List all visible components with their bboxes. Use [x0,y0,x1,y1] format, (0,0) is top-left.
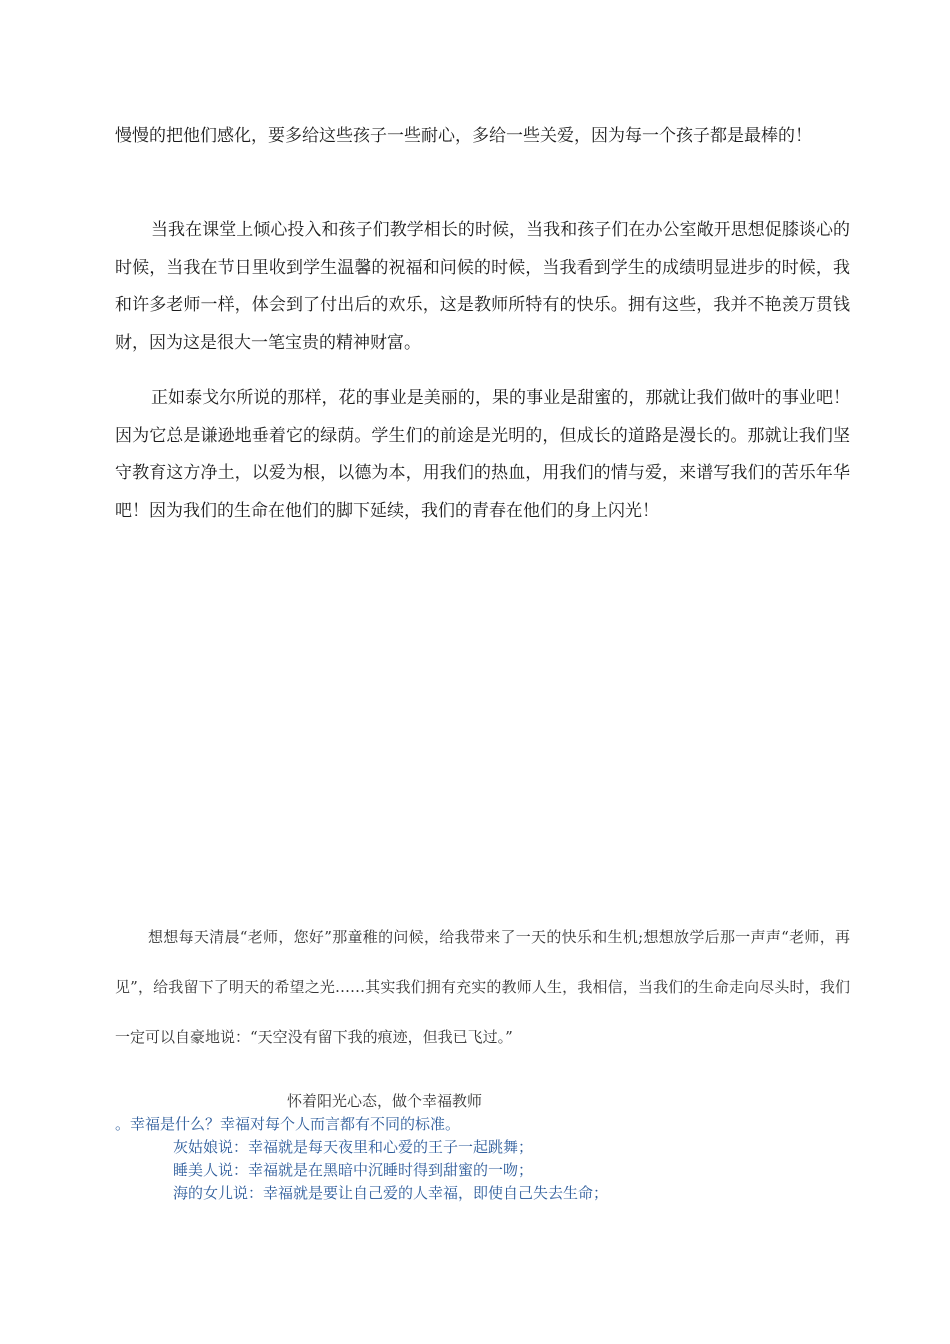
paragraph-1: 慢慢的把他们感化，要多给这些孩子一些耐心，多给一些关爱，因为每一个孩子都是最棒的！ [115,126,812,146]
section-line-3: 海的女儿说：幸福就是要让自己爱的人幸福，即使自己失去生命； [173,1184,609,1202]
paragraph-2: 当我在课堂上倾心投入和孩子们教学相长的时候，当我和孩子们在办公室敞开思想促膝谈心的时候，当我在节日里收到学生温馨的祝福和问候的时候，当我看到学生的成绩明显进步的时候，我和许多老师一样，体会到了付出后的欢乐，这是教师所特有的快乐。拥有这些，我并不艳羡万贯钱财，因为这是很大一笔宝贵的精神财富。 [115,220,850,353]
happiness-section [115,1090,850,1205]
quote-paragraph: 想想每天清晨“老师，您好”那童稚的问候，给我带来了一天的快乐和生机;想想放学后那一声声“老师，再见”，给我留下了明天的希望之光……其实我们拥有充实的教师人生，我相信，当我们的生命走向尽头时，我们一定可以自豪地说：“天空没有留下我的痕迹，但我已飞过。” [115,928,850,1046]
section-line-1: 灰姑娘说：幸福就是每天夜里和心爱的王子一起跳舞； [173,1138,534,1156]
section-title: 怀着阳光心态，做个幸福教师 [287,1092,483,1110]
section-line-2: 睡美人说：幸福就是在黑暗中沉睡时得到甜蜜的一吻； [173,1161,534,1179]
paragraph-3: 正如泰戈尔所说的那样，花的事业是美丽的，果的事业是甜蜜的，那就让我们做叶的事业吧！因为它总是谦逊地垂着它的绿荫。学生们的前途是光明的，但成长的道路是漫长的。那就让我们坚守教育这方净土，以爱为根，以德为本，用我们的热血，用我们的情与爱，来谱写我们的苦乐年华吧！因为我们的生命在他们的脚下延续，我们的青春在他们的身上闪光！ [115,388,850,521]
section-intro: 。幸福是什么？幸福对每个人而言都有不同的标准。 [115,1115,461,1133]
